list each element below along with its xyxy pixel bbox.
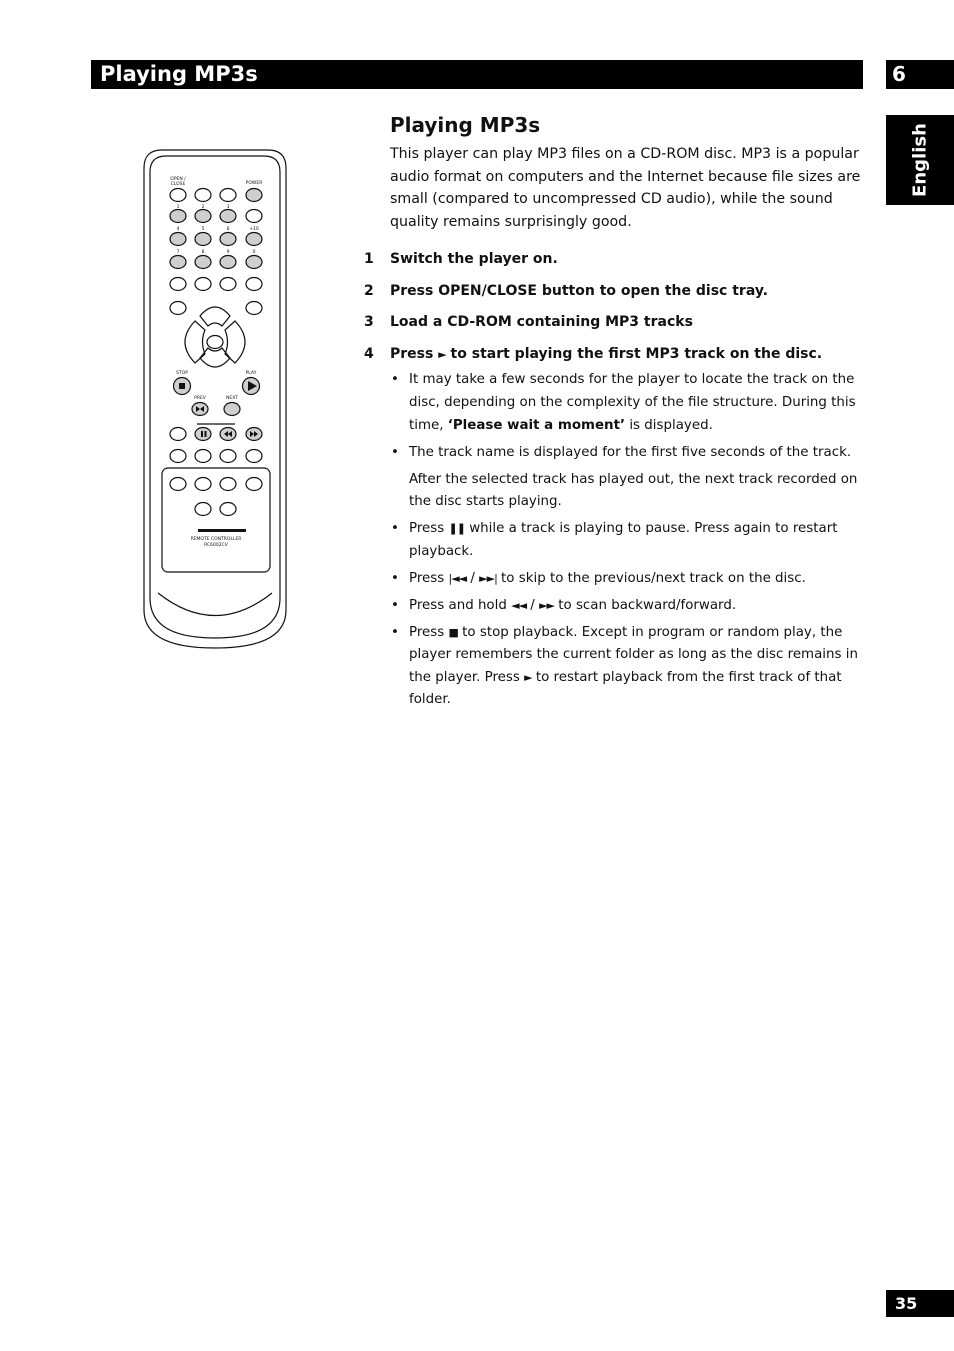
svg-text:+10: +10 — [249, 227, 259, 232]
svg-text:0: 0 — [252, 250, 256, 255]
step-4-notes — [364, 369, 864, 712]
note-text: Press — [409, 624, 449, 640]
section-title: Playing MP3s — [390, 113, 541, 137]
svg-text:8: 8 — [201, 250, 205, 255]
note-scan: • Press and hold ◄◄ / ►► to scan backward/forward. — [391, 597, 737, 613]
chapter-number: 6 — [892, 62, 906, 86]
step-text: to start playing the first MP3 track on the disc. — [445, 345, 823, 362]
brand-logo-bar — [198, 529, 246, 532]
svg-text:5: 5 — [201, 227, 205, 232]
step-1 — [364, 248, 864, 270]
step-number: 3 — [364, 314, 374, 331]
stop-icon: ■ — [448, 625, 458, 639]
power-button — [246, 189, 262, 202]
language-label: English — [909, 123, 931, 197]
step-number: 1 — [364, 251, 374, 267]
svg-text:9: 9 — [226, 250, 230, 255]
note-skip: • Press |◄◄ / ►►| to skip to the previous/next track on the disc. — [391, 570, 806, 586]
page-number: 35 — [895, 1294, 918, 1313]
nav-left — [185, 321, 205, 363]
note-text: while a track is playing to pause. Press again to restart playback. — [409, 521, 838, 559]
note-track-name: • The track name is displayed for the first five seconds of the track. After the selected track has played out, the next track recorded on the disc starts playing. — [364, 442, 864, 514]
page-number-box — [886, 1290, 954, 1317]
remote-power-label: POWER — [245, 181, 263, 186]
step-3 — [364, 311, 864, 333]
remote-inner-outline — [150, 156, 280, 638]
svg-text:1: 1 — [176, 205, 180, 210]
remote-outline — [144, 150, 286, 648]
chapter-box — [886, 60, 954, 89]
header-title: Playing MP3s — [100, 62, 258, 86]
svg-text:4: 4 — [176, 227, 180, 232]
previous-track-icon: |◄◄ — [448, 571, 467, 585]
step-text: Switch the player on. — [390, 251, 558, 267]
remote-prev-label: PREV — [194, 396, 206, 401]
separator: / — [466, 570, 480, 586]
next-track-icon: ►►| — [479, 571, 497, 585]
intro-paragraph: This player can play MP3 files on a CD-ROM disc. MP3 is a popular audio format on computers and the Internet because file sizes are small (compared to uncompressed CD audio), while the sound quality remains surprisingly good. — [390, 146, 861, 230]
note-locating-track: • It may take a few seconds for the player to locate the track on the disc, depending on the complexity of the file structure. During this time, ‘Please wait a moment’ is displayed. — [391, 372, 856, 433]
nav-up — [200, 307, 230, 326]
note-text: to skip to the previous/next track on the disc. — [496, 570, 806, 586]
remote-model-caption: REMOTE CONTROLLER — [190, 537, 242, 542]
note-text: It may take a few seconds for the player to locate the track on the disc, depending on the complexity of the file structure. During this time, — [409, 372, 856, 433]
step-number: 4 — [364, 345, 374, 362]
open-close-button — [170, 189, 186, 202]
step-2 — [364, 280, 864, 302]
fast-forward-icon: ►► — [539, 598, 554, 612]
note-text: to stop playback. Except in program or random play, the player remembers the current folder as long as the disc remains in the player. Press — [409, 624, 858, 685]
step-text: Press OPEN/CLOSE button to open the disc tray. — [390, 282, 768, 299]
remote-lower-panel — [162, 468, 270, 572]
nav-enter — [207, 336, 223, 349]
main-content — [364, 112, 864, 716]
remote-control-illustration — [140, 148, 290, 650]
nav-right — [225, 321, 245, 363]
note-text: After the selected track has played out, the next track recorded on the disc starts playing. — [409, 471, 858, 510]
rewind-icon: ◄◄ — [511, 598, 527, 612]
nav-down — [200, 348, 230, 367]
step-number: 2 — [364, 282, 374, 299]
remote-next-label: NEXT — [226, 396, 238, 401]
svg-text:7: 7 — [176, 250, 180, 255]
svg-text:2: 2 — [201, 205, 205, 210]
pause-icon: ❚❚ — [448, 522, 465, 536]
step-text: Load a CD-ROM containing MP3 tracks — [390, 314, 693, 331]
next-button — [224, 403, 240, 416]
note-text: Press and hold — [409, 597, 512, 613]
note-text: to restart playback from the first track of that folder. — [409, 669, 842, 708]
language-tab — [886, 115, 954, 205]
play-icon: ► — [438, 347, 446, 361]
note-pause: • Press ❚❚ while a track is playing to pause. Press again to restart playback. — [391, 521, 838, 559]
remote-stop-label: STOP — [176, 371, 188, 376]
remote-bottom-curve — [158, 593, 272, 616]
note-text: to scan backward/forward. — [553, 597, 737, 613]
remote-model-number: RC6002CV — [204, 543, 228, 548]
note-text: Press — [409, 570, 449, 586]
remote-open-label: OPEN / — [170, 177, 186, 182]
play-icon: ► — [524, 670, 532, 684]
separator: / — [526, 597, 540, 613]
note-text: The track name is displayed for the first five seconds of the track. — [409, 444, 852, 460]
svg-text:CLOSE: CLOSE — [170, 182, 186, 187]
remote-play-label: PLAY — [245, 371, 257, 376]
svg-text:3: 3 — [226, 205, 230, 210]
note-text: is displayed. — [625, 417, 713, 433]
step-4 — [364, 343, 864, 366]
note-stop: • Press ■ to stop playback. Except in program or random play, the player remembers the current folder as long as the disc remains in the player. Press ► to restart playback from the first track of that folder. — [391, 624, 858, 708]
display-message: ‘Please wait a moment’ — [447, 417, 626, 433]
svg-text:6: 6 — [226, 227, 230, 232]
note-text: Press — [409, 521, 449, 537]
step-text: Press — [390, 345, 439, 362]
header-bar — [91, 60, 863, 89]
